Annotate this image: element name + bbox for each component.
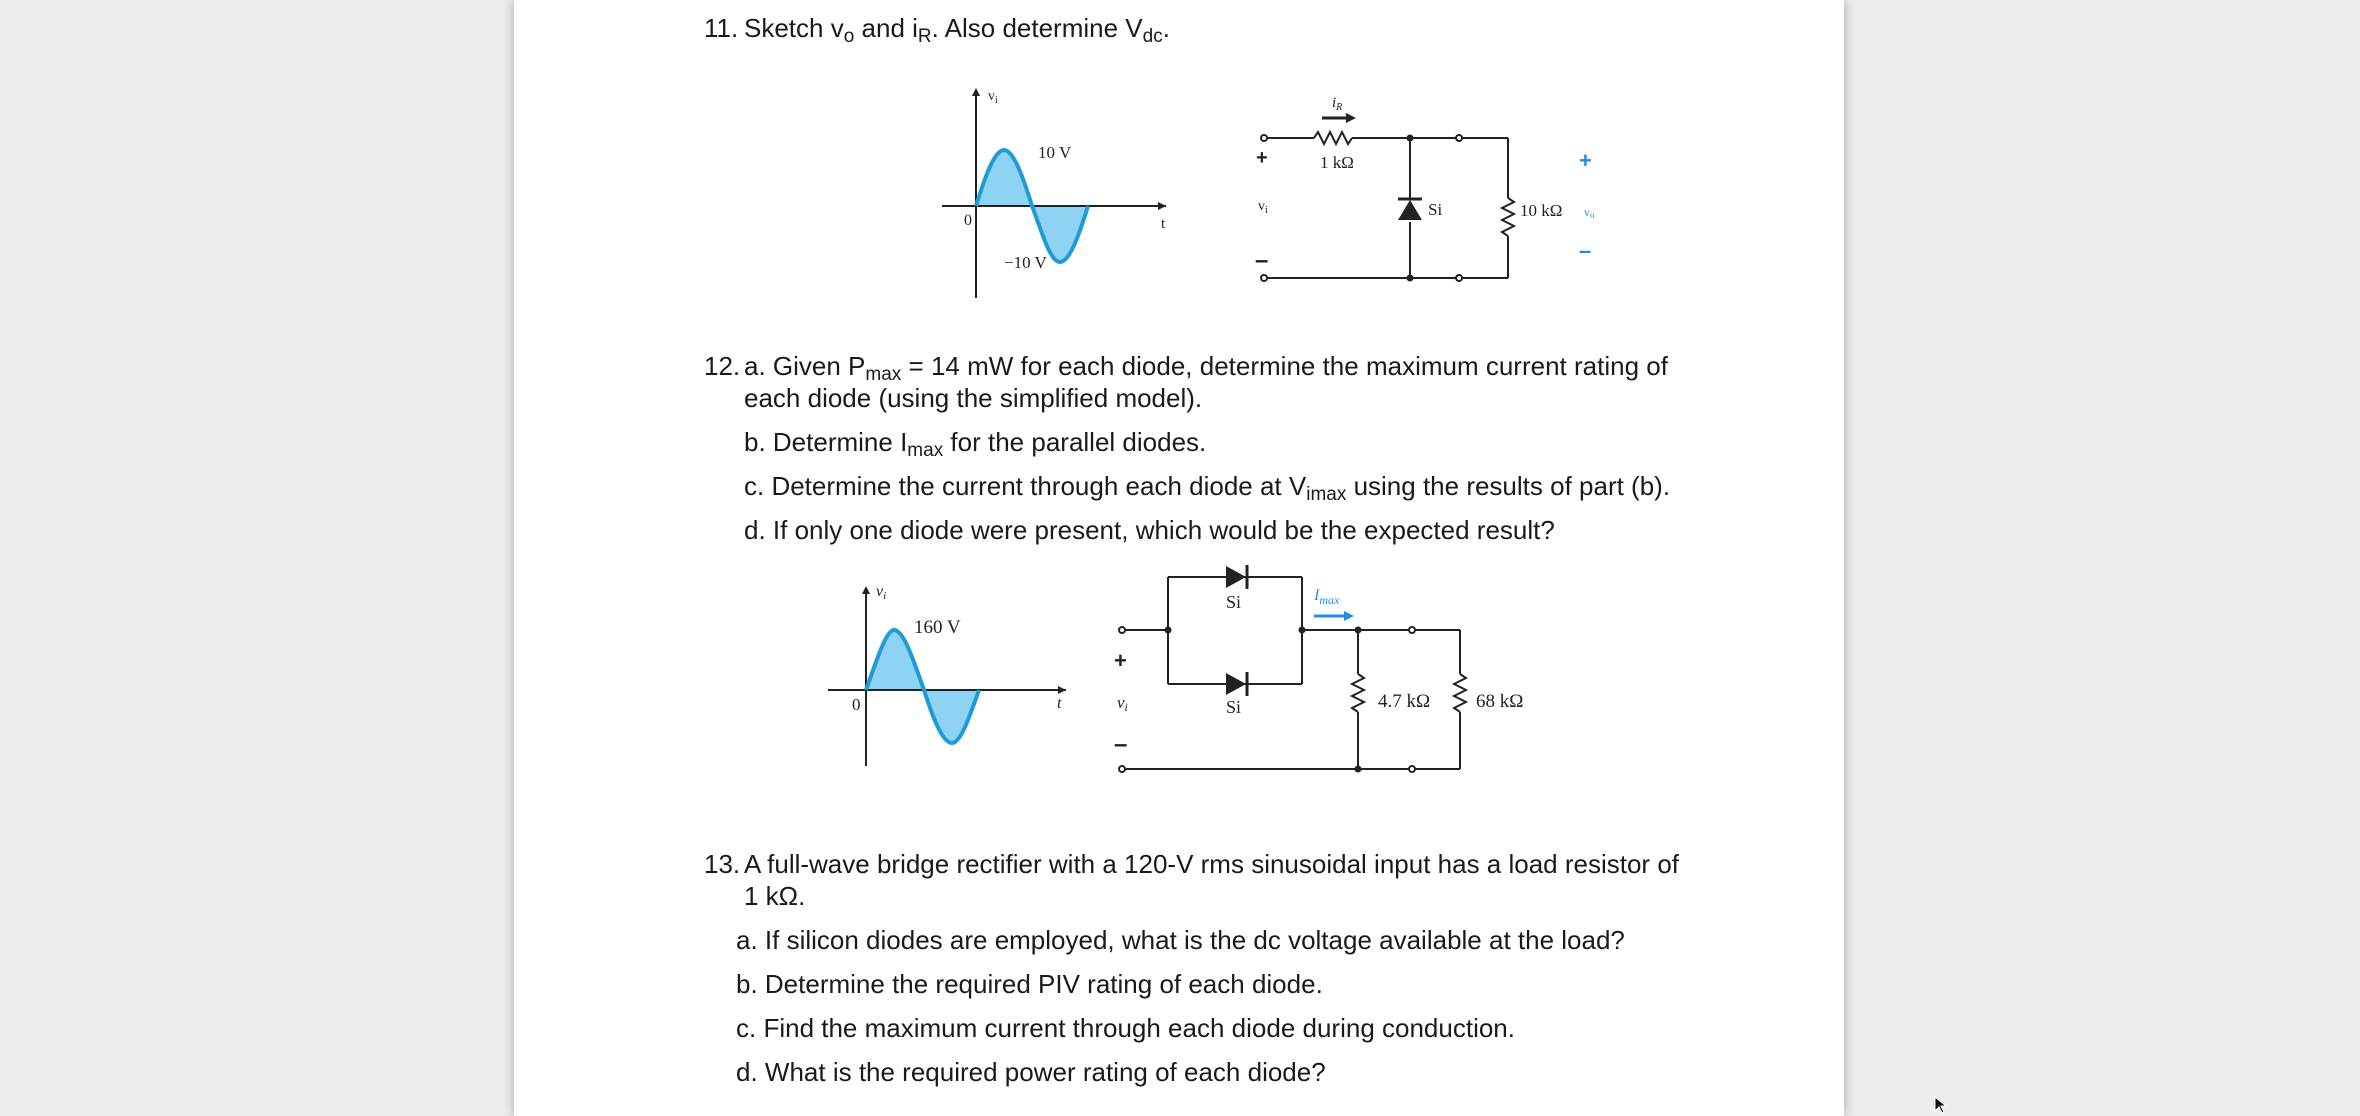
part-d: d. If only one diode were present, which would be the expected result?: [744, 515, 1555, 545]
diode-si-q11: [1398, 199, 1422, 220]
part-c: c. Determine the current through each diode at $V_{imax}$ using the results of part (b).: [744, 471, 1671, 505]
current-arrow-imax: [1314, 611, 1354, 621]
figure-q12: [514, 550, 1844, 780]
peak-label: 160 V: [914, 617, 961, 638]
input-vi-label: vi: [1117, 693, 1128, 714]
origin-label: 0: [852, 695, 861, 714]
origin-label: 0: [964, 212, 972, 229]
question-number: 13.: [704, 849, 741, 879]
resistor-label-68k: 68 kΩ: [1476, 691, 1524, 712]
junction-dot: [1407, 135, 1414, 142]
document-page: [514, 0, 1844, 1116]
part-d: d. What is the required power rating of each diode?: [736, 1057, 1326, 1087]
part-c: c. Find the maximum current through each diode during conduction.: [736, 1013, 1515, 1043]
circuit-q11: [1261, 132, 1514, 281]
input-plus: +: [1114, 648, 1127, 673]
junction-dot: [1299, 627, 1306, 634]
time-label: t: [1161, 216, 1166, 232]
part-a-continued: each diode (using the simplified model).: [744, 383, 1203, 413]
diode-label-si: Si: [1428, 200, 1443, 219]
junction-dot: [1165, 627, 1172, 634]
diode-label-si-bottom: Si: [1226, 697, 1242, 717]
question-text: A full-wave bridge rectifier with a 120-V rms sinusoidal input has a load resistor of: [744, 849, 1679, 879]
waveform-q11: [942, 88, 1166, 298]
question-12: [704, 350, 1670, 546]
circuit-q12: [1119, 577, 1466, 772]
junction-dot: [1355, 766, 1362, 773]
question-13: [704, 848, 1679, 1088]
question-number: 11.: [704, 13, 739, 43]
question-number: 12.: [704, 351, 741, 381]
current-arrow-ir: [1322, 113, 1356, 123]
figure-q11: [514, 0, 1844, 320]
resistor-label-1k: 1 kΩ: [1320, 153, 1354, 172]
part-a: a. Given $P_{max} = 14$ mW for each diode, determine the maximum current rating of: [744, 351, 1668, 385]
time-label: t: [1057, 695, 1062, 712]
axis-label-vi: $v_i$: [988, 89, 998, 106]
current-label-imax: $I_{max}$: [1314, 587, 1340, 607]
trough-label: −10 V: [1004, 253, 1047, 272]
output-vo-label: vo: [1584, 205, 1595, 220]
junction-dot: [1407, 275, 1414, 282]
question-text: Sketch $v_o$ and $i_R$. Also determine $V_{dc}$.: [744, 13, 1170, 47]
input-plus: +: [1256, 147, 1268, 169]
current-label-ir: $i_R$: [1332, 95, 1343, 113]
diode-label-si-top: Si: [1226, 592, 1242, 612]
diode-si-top: [1226, 565, 1247, 589]
input-minus: –: [1255, 247, 1269, 274]
axis-label-vi: vi: [876, 583, 887, 602]
junction-dot: [1355, 627, 1362, 634]
diode-si-bottom: [1226, 672, 1247, 696]
part-b: b. Determine the required PIV rating of each diode.: [736, 969, 1323, 999]
input-minus: –: [1114, 731, 1128, 758]
mouse-pointer-icon: [1934, 1096, 1948, 1114]
question-text-continued: 1 kΩ.: [744, 881, 806, 911]
resistor-label-10k: 10 kΩ: [1520, 201, 1563, 220]
part-b: b. Determine $I_{max}$ for the parallel diodes.: [744, 427, 1207, 461]
resistor-label-4-7k: 4.7 kΩ: [1378, 691, 1431, 712]
input-vi-label: $v_i$: [1258, 199, 1268, 216]
output-minus: –: [1579, 238, 1592, 263]
peak-label: 10 V: [1038, 143, 1072, 162]
waveform-q12: [828, 586, 1066, 766]
output-plus: +: [1579, 148, 1592, 173]
part-a: a. If silicon diodes are employed, what is the dc voltage available at the load?: [736, 925, 1625, 955]
